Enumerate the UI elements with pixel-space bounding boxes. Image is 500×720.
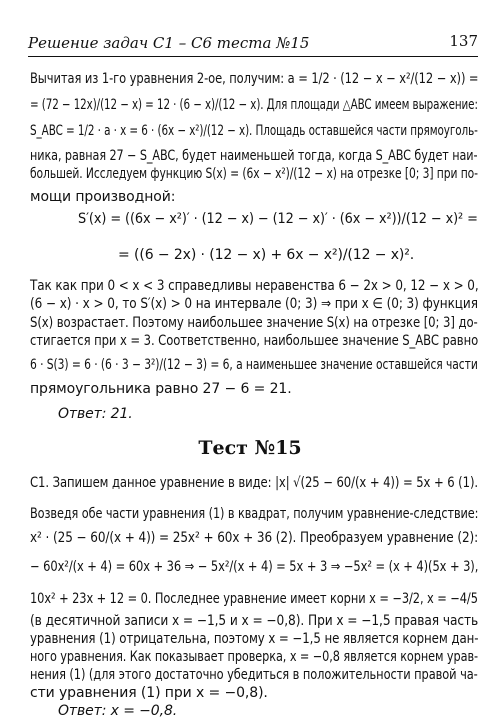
text-line: (6 − x) · x > 0, то S′(x) > 0 на интервале (0; 3) ⇒ при x ∈ (0; 3) функция — [30, 296, 478, 312]
text-line: S_ABC = 1/2 · a · x = 6 · (6x − x²)/(12 − x). Площадь оставшейся части прямоуголь- — [30, 123, 478, 139]
text-line: нения (1) (для этого достаточно убедиться в положительности правой ча- — [30, 667, 478, 683]
text-line: ника, равная 27 − S_ABC, будет наименьшей тогда, когда S_ABC будет наи- — [30, 148, 478, 164]
formula-line: S′(x) = ((6x − x²)′ · (12 − x) − (12 − x)′ · (6x − x²))/(12 − x)² = — [78, 211, 478, 227]
text-line: С1. Запишем данное уравнение в виде: |x| √(25 − 60/(x + 4)) = 5x + 6 (1). — [30, 475, 479, 491]
text-line: стигается при x = 3. Соответственно, наибольшее значение S_ABC равно — [30, 333, 479, 349]
text-line: мощи производной: — [30, 189, 176, 205]
running-header — [28, 32, 478, 54]
text-line: прямоугольника равно 27 − 6 = 21. — [30, 381, 292, 397]
text-line: − 60x²/(x + 4) = 60x + 36 ⇒ − 5x²/(x + 4) = 5x + 3 ⇒ −5x² = (x + 4)(5x + 3), — [30, 559, 479, 575]
text-line: Вычитая из 1-го уравнения 2-ое, получим: a = 1/2 · (12 − x − x²/(12 − x)) = — [30, 71, 479, 87]
formula-line: = ((6 − 2x) · (12 − x) + 6x − x²)/(12 − x)². — [118, 247, 415, 263]
header-rule — [28, 56, 478, 57]
text-line: Так как при 0 < x < 3 справедливы неравенства 6 − 2x > 0, 12 − x > 0, — [30, 278, 479, 294]
section-title: Тест №15 — [198, 437, 302, 459]
answer-line: Ответ: 21. — [58, 406, 133, 422]
text-line: ного уравнения. Как показывает проверка, x = −0,8 является корнем урав- — [30, 649, 479, 665]
text-line: Возведя обе части уравнения (1) в квадрат, получим уравнение-следствие: — [30, 506, 479, 522]
text-line: сти уравнения (1) при x = −0,8). — [30, 685, 268, 701]
text-line: большей. Исследуем функцию S(x) = (6x − x²)/(12 − x) на отрезке [0; 3] при по- — [30, 166, 478, 182]
text-line: (в десятичной записи x = −1,5 и x = −0,8). При x = −1,5 правая часть — [30, 613, 479, 629]
text-line: S(x) возрастает. Поэтому наибольшее значение S(x) на отрезке [0; 3] до- — [30, 315, 478, 331]
text-line: x² · (25 − 60/(x + 4)) = 25x² + 60x + 36 (2). Преобразуем уравнение (2): — [30, 530, 479, 546]
page-number: 137 — [449, 32, 478, 50]
text-line: 10x² + 23x + 12 = 0. Последнее уравнение имеет корни x = −3/2, x = −4/5 — [30, 591, 478, 607]
answer-line: Ответ: x = −0,8. — [58, 703, 178, 719]
text-line: 6 · S(3) = 6 · (6 · 3 − 3²)/(12 − 3) = 6, а наименьшее значение оставшейся части — [30, 357, 478, 373]
running-title: Решение задач С1 – С6 теста №15 — [28, 34, 310, 52]
text-line: уравнения (1) отрицательна, поэтому x = −1,5 не является корнем дан- — [30, 631, 479, 647]
text-line: = (72 − 12x)/(12 − x) = 12 · (6 − x)/(12 − x). Для площади △ABC имеем выражение: — [30, 97, 478, 113]
